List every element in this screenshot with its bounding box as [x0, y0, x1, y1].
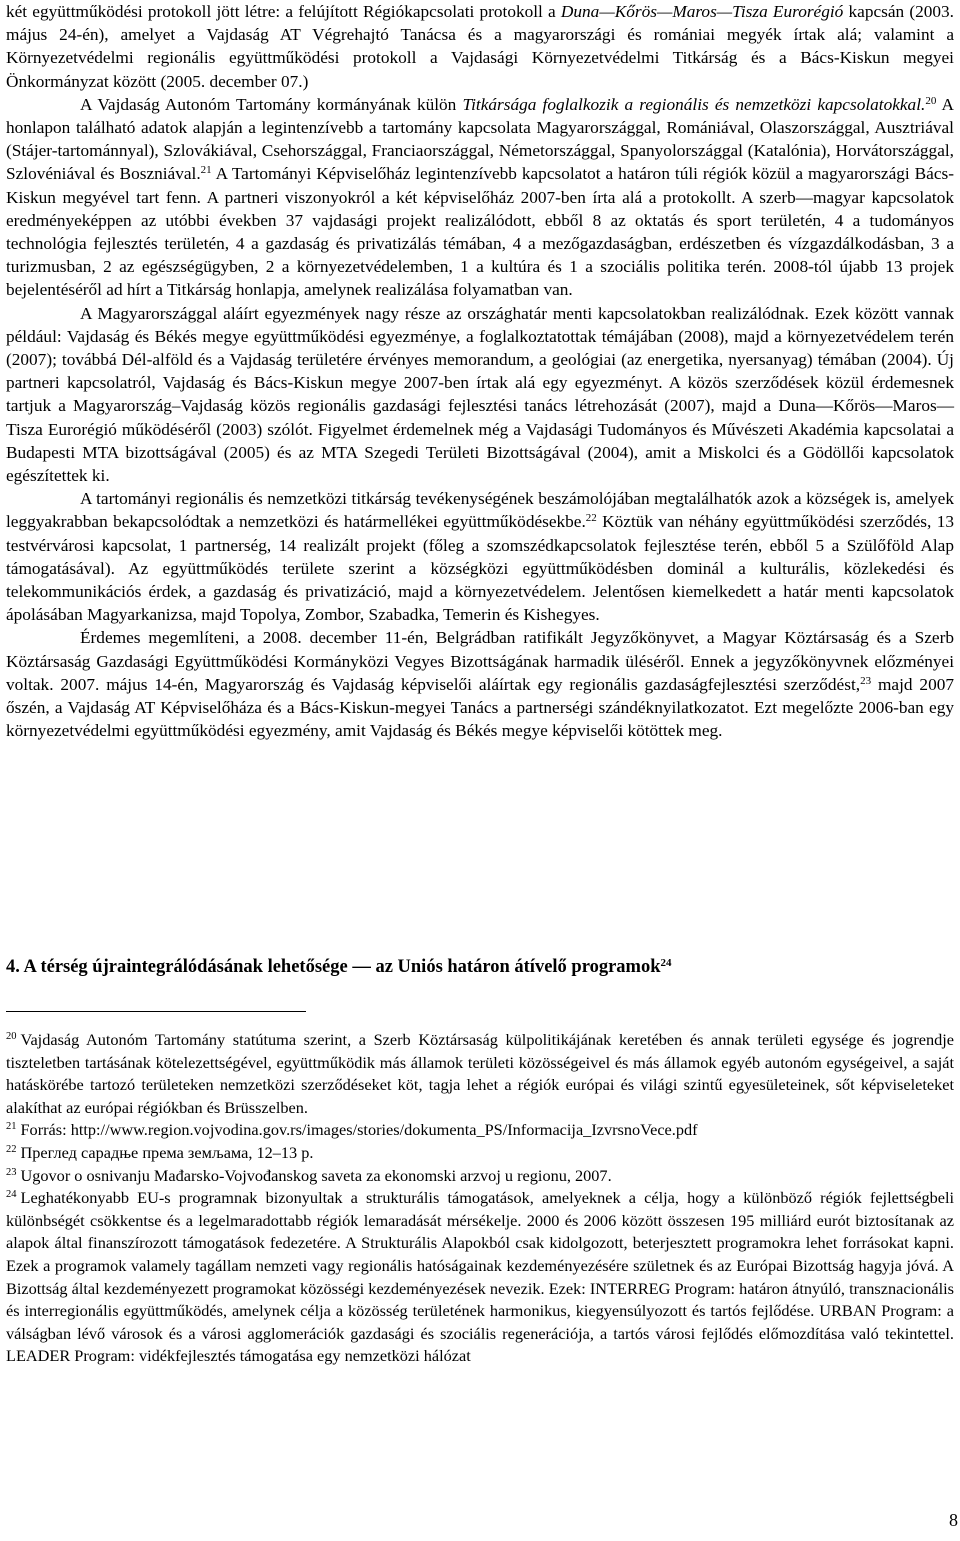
footnote-ref: 22 [585, 512, 597, 525]
section-heading-text: 4. A térség újraintegrálódásának lehetősége — az Uniós határon átívelő programok [6, 957, 661, 977]
footnote-number: 23 [6, 1166, 17, 1178]
text-segment: majd 2007 őszén, a Vajdaság AT Képviselőháza és a Bács-Kiskun-megyei Tanács a partnerségi szándéknyilatkozatot. Ezt megelőzte 2006-ban egy környezetvédelmi együttműködési egyezmény, amit Vajdaság és Békés megye képviselői kötöttek meg. [6, 674, 954, 741]
text-segment: A Vajdaság Autonóm Tartomány kormányának külön [80, 94, 463, 114]
paragraph [6, 302, 954, 488]
footnote-ref: 23 [860, 674, 872, 687]
footnote-number: 24 [6, 1189, 17, 1201]
italic-text: Titkársága foglalkozik a regionális és nemzetközi kapcsolatokkal. [462, 94, 926, 114]
footnote-text: Leghatékonyabb EU-s programnak bizonyultak a strukturális támogatások, amelyeknek a célja, hogy a különböző régiók fejlettségbeli különbségét csökkentse és a legelmaradottabb régiók lemaradását mérsékelje. 2000 és 2006 között összesen 195 milliárd eurót biztosítanak az alapok által finanszírozott támogatások fedezetére. A Strukturális Alapokból csak kidolgozott, beterjesztett programokra lehet forrásokat kapni. Ezek a programok valamely tagállam nemzeti vagy regionális hatóságainak kezdeményezésére születnek és az Európai Bizottság hagyja jóvá. A Bizottság által kezdeményezett programokat közösségi kezdeményezések nevezik. Ezek: INTERREG Program: határon átnyúló, transznacionális és interregionális együttműködés, amelynek célja a közösség területének harmonikus, kiegyensúlyozott és tartós fejlődése. URBAN Program: a válságban lévő városok és a városi agglomerációk gazdasági és szociális regenerációja, a tartós városi fejlődés előmozdítása való tekintettel. LEADER Program: vidékfejlesztés támogatása egy nemzetközi hálózat [6, 1188, 954, 1366]
text-segment: Érdemes megemlíteni, a 2008. december 11-én, Belgrádban ratifikált Jegyzőkönyvet, a Magyar Köztársaság és a Szerb Köztársaság Gazdasági Együttműködési Kormányközi Vegyes Bizottságának harmadik üléséről. Ennek a jegyzőkönyvnek előzményei voltak. 2007. május 14-én, Magyarország és Vajdaság képviselői aláírtak egy regionális gazdaságfejlesztési szerződést, [6, 628, 954, 694]
text-segment: A Tartományi Képviselőház legintenzívebb kapcsolatot a határon túli régiók közül a magyarországi Bács-Kiskun megyével tart fenn. A partneri viszonyokról a két képviselőház 2007-ben írta alá a protokollt. A szerb—magyar kapcsolatok eredményeképpen az utóbbi években 37 vajdasági projekt realizálódott, ebből 8 az oktatás és sport területén, 4 a tudományos technológia fejlesztés területén, 4 a gazdaság és privatizálás témában, 4 a mezőgazdaságban, erdészetben és vízgazdálkodásban, 3 a turizmusban, 2 az egészségügyben, 2 a környezetvédelemben, 1 a kultúra és 1 a szociális politika terén. 2008-tól újabb 13 projek bejelentéséről ad hírt a Titkárság honlapja, amelynek realizálása folyamatban van. [6, 164, 954, 300]
footnote-divider [6, 1011, 306, 1012]
footnote-text: Vajdaság Autonóm Tartomány statútuma szerint, a Szerb Köztársaság külpolitikájának keretében és annak területi egysége és jogrendje tiszteletben tartásának kötelezettségével, együttműködik más államok területi közösségeivel és más államok egyéb autonóm egységeivel, a saját hatáskörébe tartozó területeken nemzetközi szerződéseket köt, tagja lehet a régiók európai és világi szintű egyesületeinek, sőt képviseleteket alakíthat az európai régiókban és Brüsszelben. [6, 1030, 954, 1117]
text-segment: A honlapon található adatok alapján a legintenzívebb a tartomány kapcsolata Magyarországgal, Romániával, Olaszországgal, Ausztriával (Stájer-tartománnyal), Szlovákiával, Csehországgal, Franciaországgal, Németországgal, Spanyolországgal (Katalónia), Horvátországgal, Szlovéniával és Boszniával. [6, 94, 954, 184]
footnote-ref: 24 [660, 957, 672, 969]
footnote-text: Forrás: http://www.region.vojvodina.gov.rs/images/stories/dokumenta_PS/Informacija_IzvrsnoVece.pdf [20, 1120, 698, 1140]
document-page [6, 0, 954, 1366]
footnote-text: Ugovor o osnivanju Mađarsko-Vojvođanskog saveta za ekonomski arzvoj u regionu, 2007. [20, 1165, 612, 1185]
footnote [6, 1165, 954, 1188]
body-text [6, 0, 954, 743]
paragraph [6, 93, 954, 302]
footnote-number: 21 [6, 1121, 17, 1133]
footnote-number: 20 [6, 1031, 17, 1042]
footnote [6, 1187, 954, 1368]
italic-text: Duna—Kőrös—Maros—Tisza Eurorégió [560, 2, 844, 21]
paragraph [6, 0, 954, 93]
footnote-number: 22 [6, 1143, 17, 1155]
text-segment: két együttműködési protokoll jött létre: a felújított Régiókapcsolati protokoll a [6, 2, 561, 21]
page-number: 8 [949, 1510, 958, 1530]
text-segment: A Magyarországgal aláírt egyezmények nagy része az országhatár menti kapcsolatokban realizálódnak. Ezek között vannak például: Vajdaság és Békés megye együttműködési egyezménye, a foglalkoztatottak témájában (2008), majd a környezetvédelem terén (2007); továbbá Dél-alföld és a Vajdaság területére érvényes memorandum, a geológiai (az energetika, nyersanyag) témában (2004). Új partneri kapcsolatról, Vajdaság és Bács-Kiskun megye 2007-ben írtak alá egy egyezményt. A közös szerződések közül érdemesnek tartjuk a Magyarország–Vajdaság közös regionális gazdasági fejlesztési tanács létrehozását (2007), majd a Duna—Kőrös—Maros—Tisza Eurorégió működéséről (2003) szólót. Figyelmet érdemelnek még a Vajdasági Tudományos és Művészeti Akadémia kapcsolatai a Budapesti MTA bizottságával (2005) és az MTA Szegedi Területi Bizottságával (2004), amit a Miskolci és a Gödöllői kapcsolatok egészítettek ki. [6, 303, 954, 486]
footnote-ref: 21 [200, 164, 212, 177]
section-heading [6, 957, 672, 978]
footnote [6, 1029, 954, 1119]
text-segment: kapcsán (2003. május 24-én), amelyet a Vajdaság AT Végrehajtó Tanácsa és a magyarországi és romániai megyék írtak alá; valamint a Környezetvédelmi regionális együttműködési protokoll a Vajdasági Környezetvédelmi Titkárság és a Bács-Kiskun megyei Önkormányzat között (2005. december 07.) [6, 2, 954, 91]
text-segment: A tartományi regionális és nemzetközi titkárság tevékenységének beszámolójában megtalálhatók azok a községek is, amelyek leggyakrabban bekapcsolódtak a nemzetközi és határmellékei együttműködésekbe. [6, 489, 954, 532]
text-segment: Köztük van néhány együttműködési szerződés, 13 testvérvárosi kapcsolat, 1 partnerség, 14 realizált projekt (főleg a szomszédkapcsolatok fejlesztése terén, ebből 5 a Szülőföld Alap támogatásával). Az együttműködés területe szerint a községközi együttműködésben dominál a kulturális, közlekedési és telekommunikációs érdek, a gazdaság és privatizáció, majd a környezetvédelem. Jelentősen kiemelkedett a határ menti kapcsolatok ápolásában Magyarkanizsa, majd Topolya, Zombor, Szabadka, Temerin és Kishegyes. [6, 512, 954, 625]
footnote-text: Преглед сарадње према земљама, 12–13 p. [20, 1142, 314, 1162]
paragraph [6, 487, 954, 626]
footnote [6, 1142, 954, 1165]
footnote-ref: 20 [925, 94, 937, 107]
footnote [6, 1119, 954, 1142]
paragraph [6, 626, 954, 742]
footnotes [6, 1029, 954, 1368]
